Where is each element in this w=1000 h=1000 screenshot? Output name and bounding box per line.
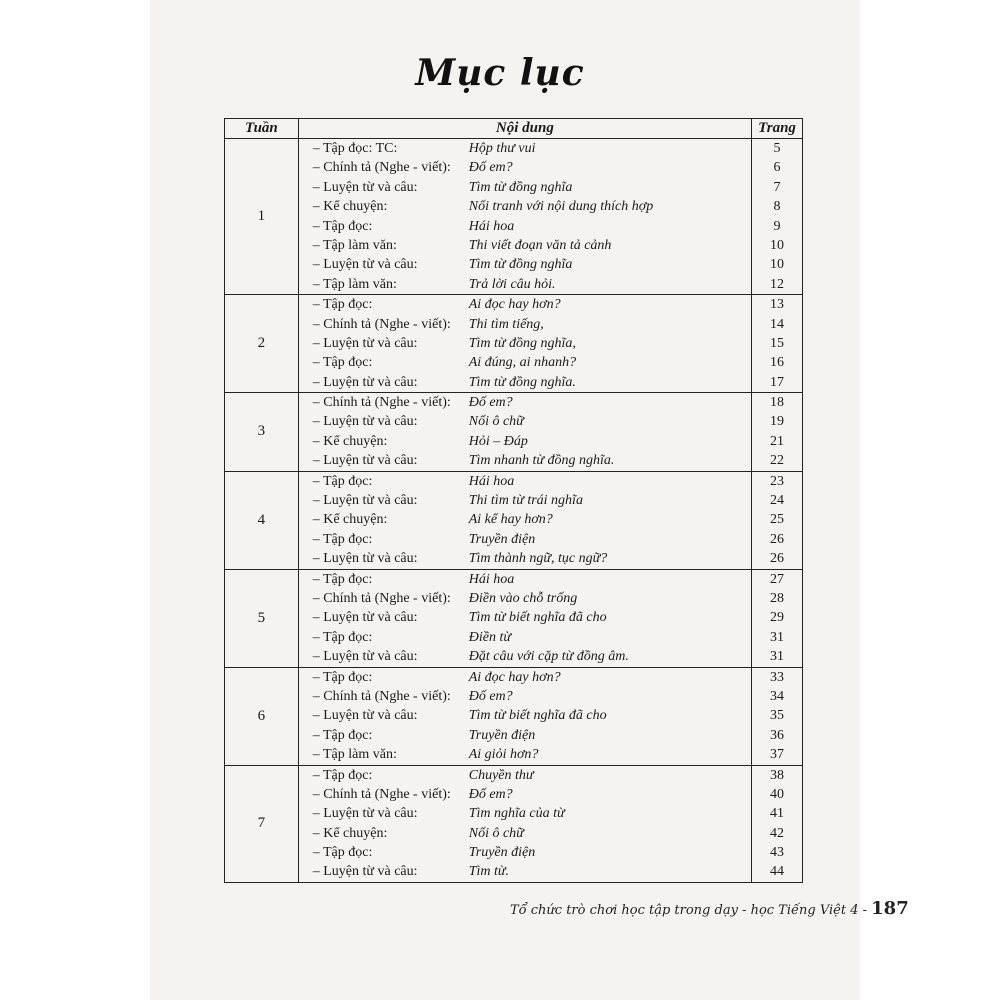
- week-number: 2: [225, 295, 299, 393]
- week-number: 1: [225, 139, 299, 295]
- entry-category: – Chính tả (Nghe - viết):: [312, 590, 451, 606]
- toc-entry: [299, 217, 751, 236]
- entry-category: – Chính tả (Nghe - viết):: [312, 688, 451, 704]
- week-group-row: [225, 667, 803, 765]
- entry-activity: Nối ô chữ: [468, 414, 524, 430]
- entry-category: – Chính tả (Nghe - viết):: [312, 786, 451, 802]
- entry-page-number: 37: [770, 747, 785, 763]
- entry-activity: Truyền điện: [468, 727, 536, 743]
- entry-page-number: 13: [770, 297, 785, 313]
- toc-entry: [299, 843, 751, 862]
- entry-page-number: 38: [770, 767, 785, 783]
- entry-category: – Luyện từ và câu:: [312, 806, 418, 822]
- week-group-row: [225, 765, 803, 882]
- entry-category: – Tập đọc:: [312, 845, 373, 861]
- entry-activity: Chuyền thư: [468, 767, 534, 783]
- entry-page-number: 10: [770, 237, 785, 253]
- entry-category: – Tập làm văn:: [312, 747, 397, 763]
- week-contents: [298, 295, 751, 393]
- week-contents: [298, 471, 751, 569]
- entry-category: – Luyện từ và câu:: [312, 453, 418, 469]
- toc-entry: [299, 432, 751, 451]
- week-pages: [752, 393, 803, 472]
- entry-page-number: 35: [770, 708, 785, 724]
- toc-entry: [299, 549, 751, 568]
- entry-category: – Luyện từ và câu:: [312, 864, 418, 880]
- week-group-row: [225, 139, 803, 295]
- week-contents: [298, 139, 751, 295]
- toc-entry: [299, 139, 751, 158]
- entry-category: – Tập đọc:: [312, 669, 373, 685]
- entry-page-number: 40: [770, 786, 785, 802]
- week-contents: [298, 667, 751, 765]
- entry-page-number: 17: [770, 374, 785, 390]
- entry-category: – Luyện từ và câu:: [312, 179, 418, 195]
- entry-activity: Ai đọc hay hơn?: [468, 669, 561, 685]
- toc-entry: [299, 236, 751, 255]
- toc-entry: [299, 412, 751, 431]
- toc-entry: [299, 785, 751, 804]
- entry-activity: Thi tìm từ trái nghĩa: [468, 493, 583, 509]
- entry-category: – Kể chuyện:: [312, 825, 388, 841]
- entry-page-number: 6: [773, 160, 781, 176]
- week-pages: [752, 569, 803, 667]
- toc-header-row: [225, 119, 803, 139]
- toc-entry: [299, 353, 751, 372]
- entry-category: – Kể chuyện:: [312, 433, 388, 449]
- entry-page-number: 44: [770, 864, 785, 880]
- entry-activity: Trả lời câu hỏi.: [468, 276, 556, 292]
- week-pages: [752, 765, 803, 882]
- entry-category: – Kể chuyện:: [312, 199, 388, 215]
- entry-category: – Tập đọc:: [312, 473, 373, 489]
- toc-body: [225, 139, 803, 883]
- entry-category: – Kể chuyện:: [312, 512, 388, 528]
- entry-activity: Hái hoa: [468, 218, 515, 234]
- entry-activity: Hái hoa: [468, 473, 515, 489]
- week-number: 7: [225, 765, 299, 882]
- entry-category: – Luyện từ và câu:: [312, 414, 418, 430]
- entry-page-number: 5: [773, 141, 781, 156]
- toc-entry: [299, 451, 751, 470]
- entry-activity: Tìm từ đồng nghĩa.: [468, 374, 576, 390]
- entry-activity: Điền vào chỗ trống: [468, 590, 578, 606]
- entry-activity: Ai giỏi hơn?: [468, 747, 539, 763]
- entry-page-number: 8: [773, 199, 781, 215]
- entry-category: – Luyện từ và câu:: [312, 335, 418, 351]
- entry-activity: Tìm từ đồng nghĩa,: [468, 335, 576, 351]
- entry-page-number: 29: [770, 610, 785, 626]
- week-pages: [752, 139, 803, 295]
- entry-page-number: 22: [770, 453, 785, 469]
- entry-page-number: 9: [773, 218, 781, 234]
- entry-activity: Hái hoa: [468, 571, 515, 587]
- entry-category: – Luyện từ và câu:: [312, 551, 418, 567]
- entry-category: – Tập đọc:: [312, 767, 373, 783]
- entry-activity: Hỏi – Đáp: [468, 433, 528, 449]
- entry-activity: Ai đọc hay hơn?: [468, 297, 561, 313]
- entry-page-number: 25: [770, 512, 785, 528]
- page-title: Mục lục: [415, 52, 585, 94]
- entry-category: – Tập đọc:: [312, 571, 373, 587]
- entry-activity: Tìm nhanh từ đồng nghĩa.: [468, 453, 615, 469]
- toc-entry: [299, 608, 751, 627]
- toc-entry: [299, 510, 751, 529]
- entry-category: – Chính tả (Nghe - viết):: [312, 395, 451, 411]
- toc-entry: [299, 491, 751, 510]
- week-number: 3: [225, 393, 299, 472]
- week-pages: [752, 667, 803, 765]
- entry-page-number: 31: [770, 649, 785, 665]
- entry-activity: Tìm từ đồng nghĩa: [468, 257, 573, 273]
- week-contents: [298, 765, 751, 882]
- header-content: Nội dung: [298, 119, 751, 139]
- entry-activity: Tìm từ.: [468, 864, 510, 880]
- toc-entry: [299, 373, 751, 392]
- entry-category: – Luyện từ và câu:: [312, 493, 418, 509]
- toc-entry: [299, 745, 751, 764]
- entry-page-number: 7: [773, 179, 781, 195]
- week-number: 6: [225, 667, 299, 765]
- week-pages: [752, 471, 803, 569]
- toc-entry: [299, 668, 751, 687]
- entry-page-number: 18: [770, 395, 785, 411]
- toc-entry: [299, 766, 751, 785]
- entry-activity: Hộp thư vui: [468, 141, 536, 156]
- entry-activity: Tìm từ biết nghĩa đã cho: [468, 708, 607, 724]
- entry-page-number: 15: [770, 335, 785, 351]
- week-number: 4: [225, 471, 299, 569]
- entry-page-number: 26: [770, 531, 785, 547]
- entry-page-number: 43: [770, 845, 785, 861]
- entry-activity: Ai đúng, ai nhanh?: [468, 355, 577, 371]
- entry-page-number: 19: [770, 414, 785, 430]
- entry-page-number: 34: [770, 688, 785, 704]
- entry-category: – Tập đọc:: [312, 531, 373, 547]
- entry-page-number: 42: [770, 825, 785, 841]
- toc-entry: [299, 589, 751, 608]
- week-group-row: [225, 569, 803, 667]
- week-group-row: [225, 471, 803, 569]
- entry-category: – Tập đọc:: [312, 355, 373, 371]
- toc-entry: [299, 275, 751, 294]
- entry-category: – Chính tả (Nghe - viết):: [312, 316, 451, 332]
- entry-category: – Tập làm văn:: [312, 276, 397, 292]
- header-page: Trang: [752, 119, 803, 139]
- entry-page-number: 14: [770, 316, 785, 332]
- entry-category: – Tập đọc: TC:: [312, 141, 398, 156]
- toc-entry: [299, 804, 751, 823]
- toc-entry: [299, 570, 751, 589]
- entry-activity: Nối tranh với nội dung thích hợp: [468, 199, 654, 215]
- week-contents: [298, 393, 751, 472]
- toc-entry: [299, 255, 751, 274]
- toc-entry: [299, 158, 751, 177]
- entry-page-number: 23: [770, 473, 785, 489]
- toc-entry: [299, 706, 751, 725]
- entry-activity: Đố em?: [468, 688, 513, 704]
- toc-entry: [299, 862, 751, 881]
- entry-category: – Tập đọc:: [312, 218, 373, 234]
- entry-activity: Truyền điện: [468, 531, 536, 547]
- entry-page-number: 33: [770, 669, 785, 685]
- entry-activity: Đố em?: [468, 786, 513, 802]
- toc-table: [224, 118, 803, 883]
- page-footer: [510, 898, 909, 919]
- week-group-row: [225, 295, 803, 393]
- entry-category: – Tập đọc:: [312, 297, 373, 313]
- entry-category: – Luyện từ và câu:: [312, 649, 418, 665]
- entry-page-number: 12: [770, 276, 785, 292]
- toc-entry: [299, 824, 751, 843]
- entry-activity: Truyền điện: [468, 845, 536, 861]
- entry-category: – Luyện từ và câu:: [312, 257, 418, 273]
- entry-category: – Luyện từ và câu:: [312, 610, 418, 626]
- entry-category: – Luyện từ và câu:: [312, 708, 418, 724]
- entry-category: – Luyện từ và câu:: [312, 374, 418, 390]
- toc-entry: [299, 295, 751, 314]
- week-group-row: [225, 393, 803, 472]
- entry-category: – Chính tả (Nghe - viết):: [312, 160, 451, 176]
- entry-page-number: 41: [770, 806, 785, 822]
- entry-activity: Đặt câu với cặp từ đồng âm.: [468, 649, 629, 665]
- entry-activity: Nối ô chữ: [468, 825, 524, 841]
- toc-entry: [299, 178, 751, 197]
- header-week: Tuần: [225, 119, 299, 139]
- entry-page-number: 28: [770, 590, 785, 606]
- entry-page-number: 21: [770, 433, 785, 449]
- entry-category: – Tập làm văn:: [312, 237, 397, 253]
- entry-activity: Tìm từ biết nghĩa đã cho: [468, 610, 607, 626]
- entry-activity: Thi viết đoạn văn tả cảnh: [468, 237, 612, 253]
- footer-page-number: 187: [871, 898, 909, 919]
- entry-activity: Thi tìm tiếng,: [468, 316, 544, 332]
- toc-entry: [299, 315, 751, 334]
- entry-activity: Tìm nghĩa của từ: [468, 806, 565, 822]
- toc-entry: [299, 530, 751, 549]
- entry-activity: Tìm từ đồng nghĩa: [468, 179, 573, 195]
- entry-page-number: 36: [770, 727, 785, 743]
- entry-page-number: 31: [770, 629, 785, 645]
- week-number: 5: [225, 569, 299, 667]
- toc-entry: [299, 197, 751, 216]
- entry-page-number: 27: [770, 571, 785, 587]
- week-contents: [298, 569, 751, 667]
- toc-entry: [299, 472, 751, 491]
- entry-activity: Đố em?: [468, 395, 513, 411]
- entry-activity: Điền từ: [468, 629, 511, 645]
- entry-category: – Tập đọc:: [312, 727, 373, 743]
- entry-activity: Tìm thành ngữ, tục ngữ?: [468, 551, 608, 567]
- entry-category: – Tập đọc:: [312, 629, 373, 645]
- toc-entry: [299, 628, 751, 647]
- toc-entry: [299, 334, 751, 353]
- week-pages: [752, 295, 803, 393]
- toc-entry: [299, 726, 751, 745]
- toc-entry: [299, 687, 751, 706]
- entry-page-number: 26: [770, 551, 785, 567]
- entry-page-number: 24: [770, 493, 785, 509]
- entry-activity: Đố em?: [468, 160, 513, 176]
- toc-entry: [299, 393, 751, 412]
- entry-activity: Ai kể hay hơn?: [468, 512, 553, 528]
- entry-page-number: 16: [770, 355, 785, 371]
- footer-book-title: Tổ chức trò chơi học tập trong dạy - học Tiếng Việt 4 -: [510, 903, 867, 918]
- entry-page-number: 10: [770, 257, 785, 273]
- toc-entry: [299, 647, 751, 666]
